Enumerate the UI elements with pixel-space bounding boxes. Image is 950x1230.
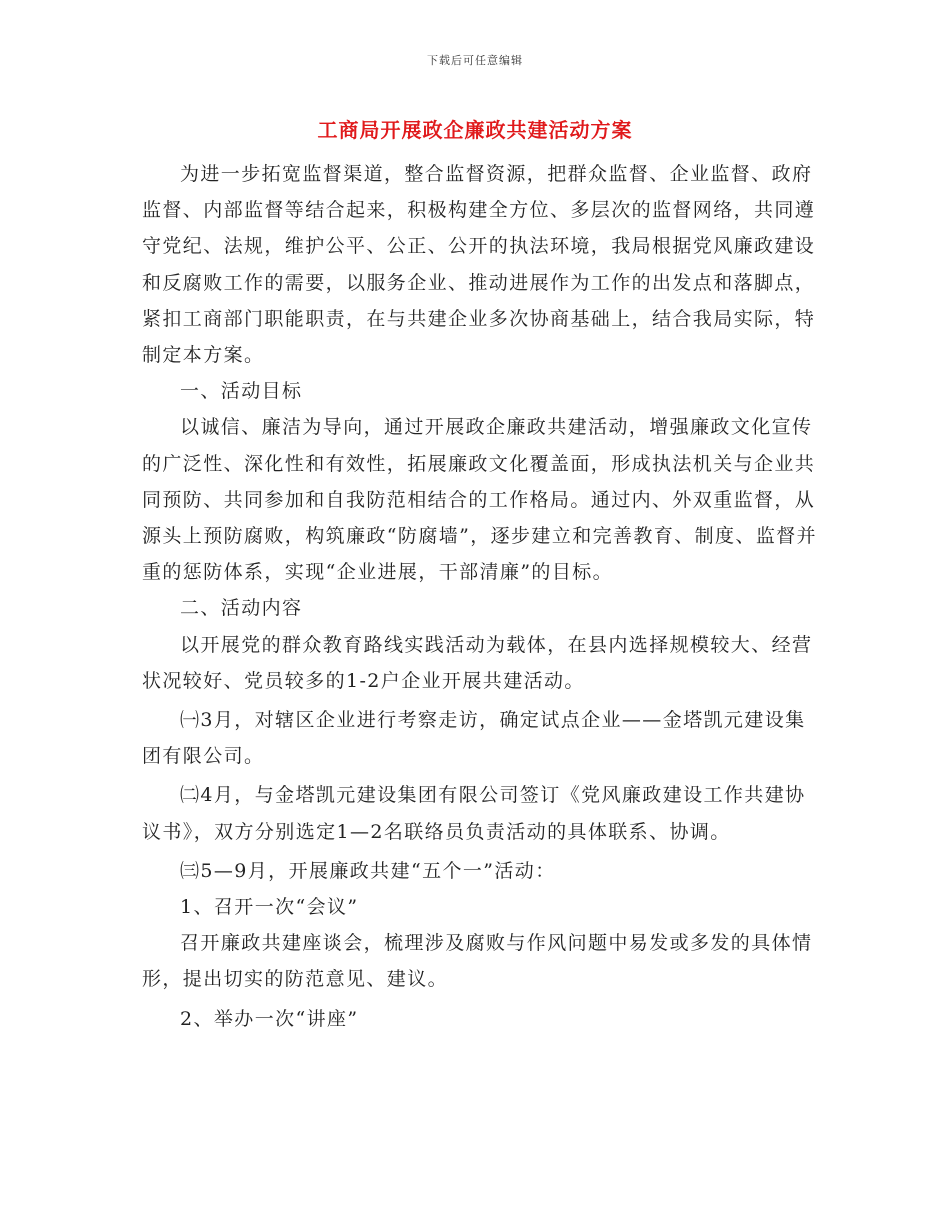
paragraph-meeting: 召开廉政共建座谈会，梳理涉及腐败与作风问题中易发或多发的具体情形，提出切实的防范意见、建议。 xyxy=(142,932,813,991)
paragraph-goal: 以诚信、廉洁为导向，通过开展政企廉政共建活动，增强廉政文化宣传的广泛性、深化性和有效性，拓展廉政文化覆盖面，形成执法机关与企业共同预防、共同参加和自我防范相结合的工作格局。通过内、外双重监督，从源头上预防腐败，构筑廉政“防腐墙”，逐步建立和完善教育、制度、监督并重的惩防体系，实现“企业进展，干部清廉”的目标。 xyxy=(142,416,818,584)
sub-heading-meeting: 1、召开一次“会议” xyxy=(180,896,359,919)
sub-heading-lecture: 2、举办一次“讲座” xyxy=(180,1007,359,1030)
list-item-april: ㈡4月，与金塔凯元建设集团有限公司签订《党风廉政建设工作共建协议书》，双方分别选定1—2名联络员负责活动的具体联系、协调。 xyxy=(142,784,806,843)
paragraph-intro: 为进一步拓宽监督渠道，整合监督资源，把群众监督、企业监督、政府监督、内部监督等结合起来，积极构建全方位、多层次的监督网络，共同遵守党纪、法规，维护公平、公正、公开的执法环境，我局根据党风廉政建设和反腐败工作的需要，以服务企业、推动进展作为工作的出发点和落脚点，紧扣工商部门职能职责，在与共建企业多次协商基础上，结合我局实际，特制定本方案。 xyxy=(142,163,816,367)
document-body xyxy=(142,156,822,1037)
list-item-march: ㈠3月，对辖区企业进行考察走访，确定试点企业——金塔凯元建设集团有限公司。 xyxy=(142,709,806,768)
section-heading-content: 二、活动内容 xyxy=(180,597,303,620)
list-item-may-sept: ㈢5—9月，开展廉政共建“五个一”活动： xyxy=(180,859,556,882)
paragraph-content: 以开展党的群众教育路线实践活动为载体，在县内选择规模较大、经营状况较好、党员较多的1-2户企业开展共建活动。 xyxy=(142,633,813,692)
page-header-note: 下载后可任意编辑 xyxy=(427,54,523,67)
section-heading-goal: 一、活动目标 xyxy=(180,380,303,403)
document-title: 工商局开展政企廉政共建活动方案 xyxy=(317,118,633,142)
